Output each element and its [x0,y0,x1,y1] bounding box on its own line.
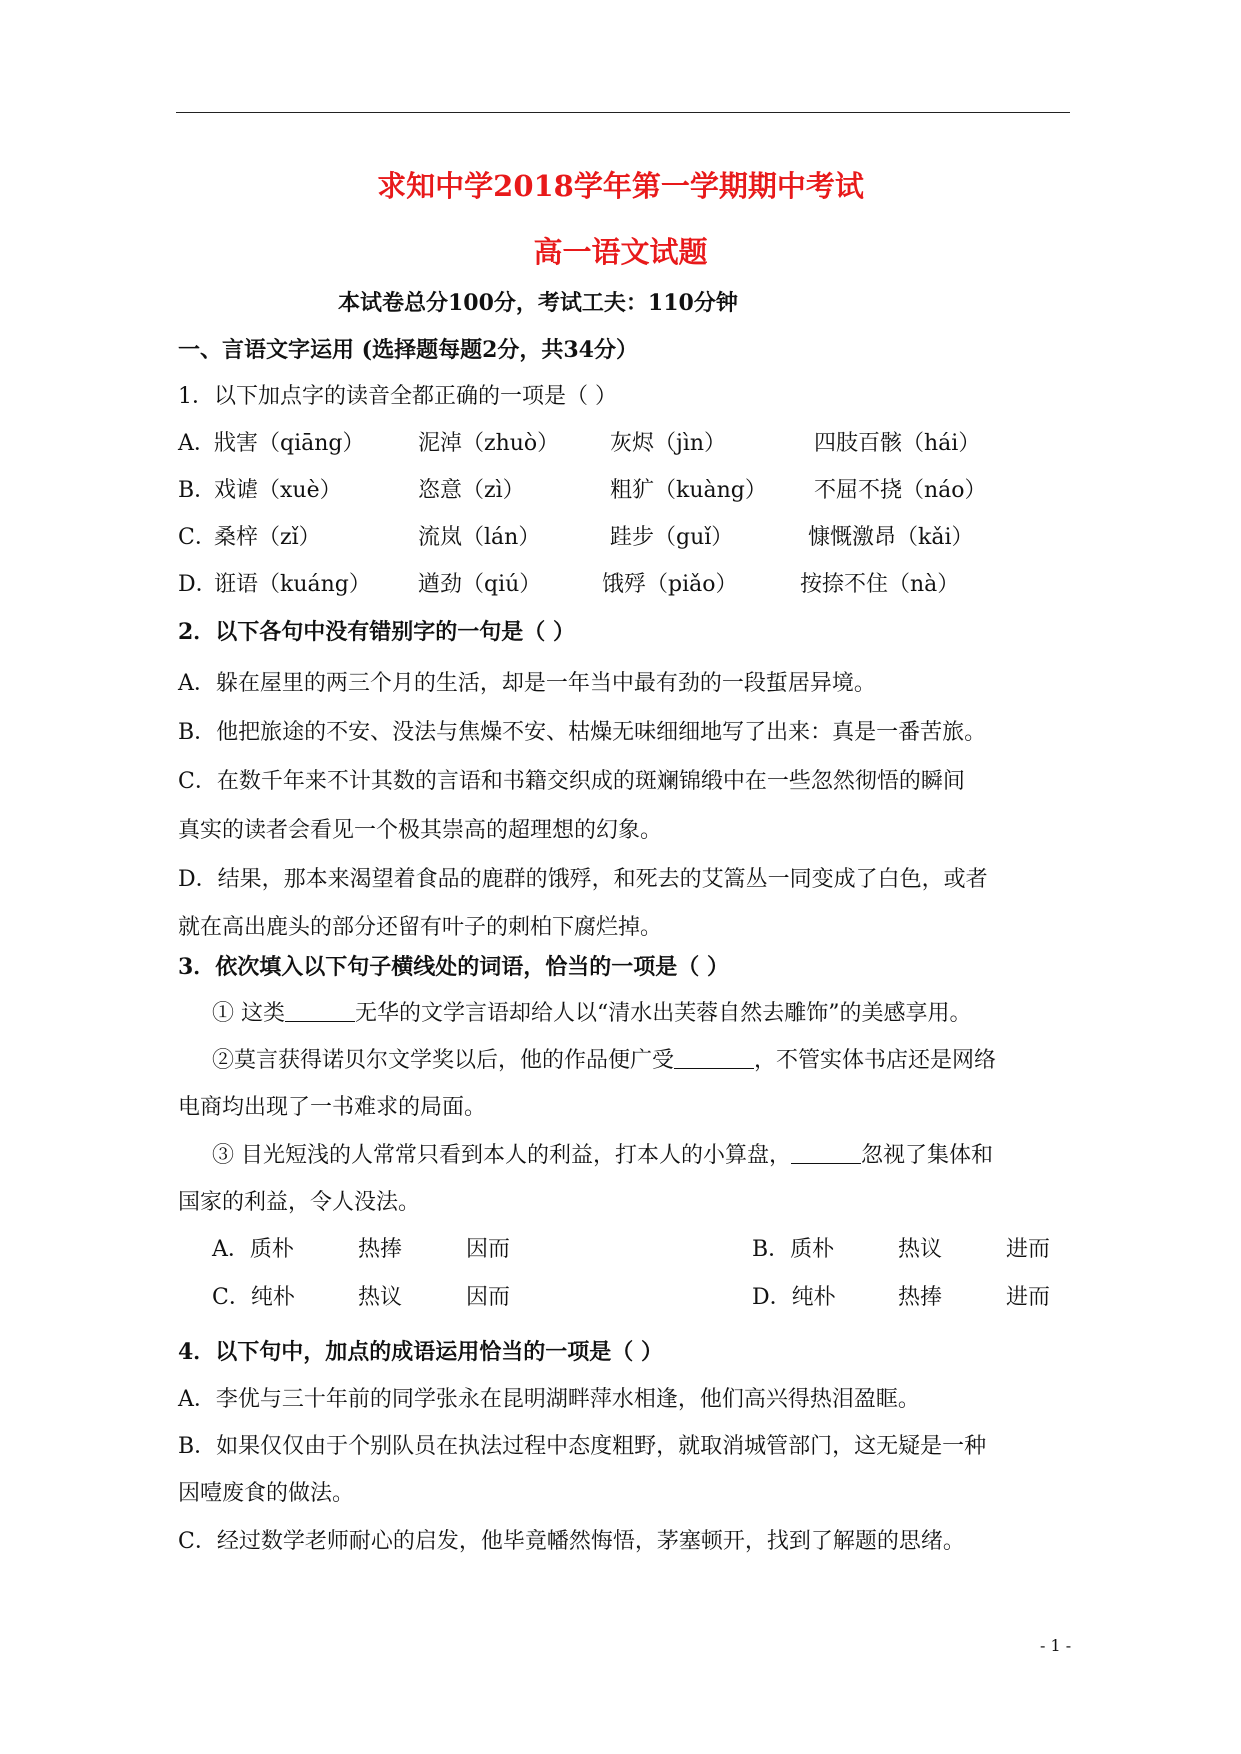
q3-option-c-word2: 热议 [358,1285,403,1310]
q3-option-a: A．质朴 [212,1237,294,1262]
fill-blank [285,999,355,1022]
q1-option-a-label: A． [178,431,216,456]
q3-sentence-1 [212,999,972,1029]
q1-option-d-item: 遒劲（qiú） [418,572,542,597]
q1-option-d-item: 按捺不住（nà） [800,572,960,597]
q2-option-c-cont: 真实的读者会看见一个极其崇高的超理想的幻象。 [178,818,663,843]
q2-option-d: D．结果，那本来渴望着食品的鹿群的饿殍，和死去的艾篙丛一同变成了白色，或者 [178,867,988,892]
q4-option-b-cont: 因噎废食的做法。 [178,1481,355,1506]
q3-option-d-word3: 进而 [1006,1285,1051,1310]
section-heading: 一、言语文字运用 (选择题每题2分，共34分） [178,337,638,363]
q1-option-b-label: B． [178,478,217,503]
q1-option-d-label: D． [178,572,218,597]
q3-s3-pre: ③ 目光短浅的人常常只看到本人的利益，打本人的小算盘， [212,1143,791,1168]
q3-option-d-word2: 热捧 [898,1285,943,1310]
q3-sentence-2-cont: 电商均出现了一书难求的局面。 [178,1095,487,1120]
q2-option-a: A．躲在屋里的两三个月的生活，却是一年当中最有劲的一段蜇居异境。 [178,671,876,696]
exam-info: 本试卷总分100分，考试工夫：110分钟 [338,290,738,316]
q1-option-b-item: 恣意（zì） [418,478,525,503]
fill-blank [791,1141,861,1164]
fill-blank [674,1046,754,1069]
q3-stem: 3．依次填入以下句子横线处的词语，恰当的一项是（ ） [178,954,729,980]
q3-option-b: B．质朴 [752,1237,835,1262]
q3-option-b-word2: 热议 [898,1237,943,1262]
q3-option-d: D．纯朴 [752,1285,836,1310]
page-number: - 1 - [1040,1636,1072,1655]
q4-option-a: A．李优与三十年前的同学张永在昆明湖畔萍水相逢，他们高兴得热泪盈眶。 [178,1387,920,1412]
q1-option-c-item: 跬步（guǐ） [610,525,734,550]
q3-option-b-word3: 进而 [1006,1237,1051,1262]
q2-option-d-cont: 就在高出鹿头的部分还留有叶子的刺柏下腐烂掉。 [178,915,663,940]
q1-option-a-item: 泥淖（zhuò） [418,431,560,456]
q1-stem: 1．以下加点字的读音全都正确的一项是（ ） [178,384,617,409]
q3-s1-pre: ① 这类 [212,1001,285,1026]
q1-option-a-item: 戕害（qiāng） [214,431,365,456]
q3-sentence-2 [212,1046,996,1076]
q3-option-c-word3: 因而 [466,1285,511,1310]
q1-option-b-item: 粗犷（kuàng） [610,478,767,503]
q3-s2-post: ，不管实体书店还是网络 [754,1048,997,1073]
q2-option-c: C．在数千年来不计其数的言语和书籍交织成的斑斓锦缎中在一些忽然彻悟的瞬间 [178,769,965,794]
q3-s2-pre: ②莫言获得诺贝尔文学奖以后，他的作品便广受 [212,1048,675,1073]
q3-s1-post: 无华的文学言语却给人以“清水出芙蓉自然去雕饰”的美感享用。 [355,1001,972,1026]
q1-option-c-label: C． [178,525,217,550]
q1-option-d-item: 诳语（kuáng） [214,572,371,597]
q4-stem: 4．以下句中，加点的成语运用恰当的一项是（ ） [178,1339,663,1365]
q3-option-c: C．纯朴 [212,1285,295,1310]
q1-option-a-item: 四肢百骸（hái） [814,431,981,456]
q1-option-b-item: 戏谑（xuè） [214,478,342,503]
q3-option-a-word3: 因而 [466,1237,511,1262]
q3-s3-post: 忽视了集体和 [861,1143,994,1168]
q1-option-c-item: 桑梓（zǐ） [214,525,321,550]
q1-option-a-item: 灰烬（jìn） [610,431,727,456]
q1-option-b-item: 不屈不挠（náo） [814,478,987,503]
q3-sentence-3 [212,1141,993,1171]
q2-stem: 2．以下各句中没有错别字的一句是（ ） [178,619,575,645]
q3-sentence-3-cont: 国家的利益，令人没法。 [178,1190,421,1215]
q4-option-b: B．如果仅仅由于个别队员在执法过程中态度粗野，就取消城管部门，这无疑是一种 [178,1434,987,1459]
header-rule [176,112,1070,113]
q3-option-a-word2: 热捧 [358,1237,403,1262]
exam-title: 求知中学2018学年第一学期期中考试 [377,169,864,203]
q1-option-d-item: 饿殍（piǎo） [602,572,738,597]
q1-option-c-item: 慷慨激昂（kǎi） [808,525,974,550]
q4-option-c: C．经过数学老师耐心的启发，他毕竟幡然悔悟，茅塞顿开，找到了解题的思绪。 [178,1529,965,1554]
exam-subtitle: 高一语文试题 [533,235,708,269]
q1-option-c-item: 流岚（lán） [418,525,541,550]
q2-option-b: B．他把旅途的不安、没法与焦燥不安、枯燥无味细细地写了出来：真是一番苦旅。 [178,720,987,745]
